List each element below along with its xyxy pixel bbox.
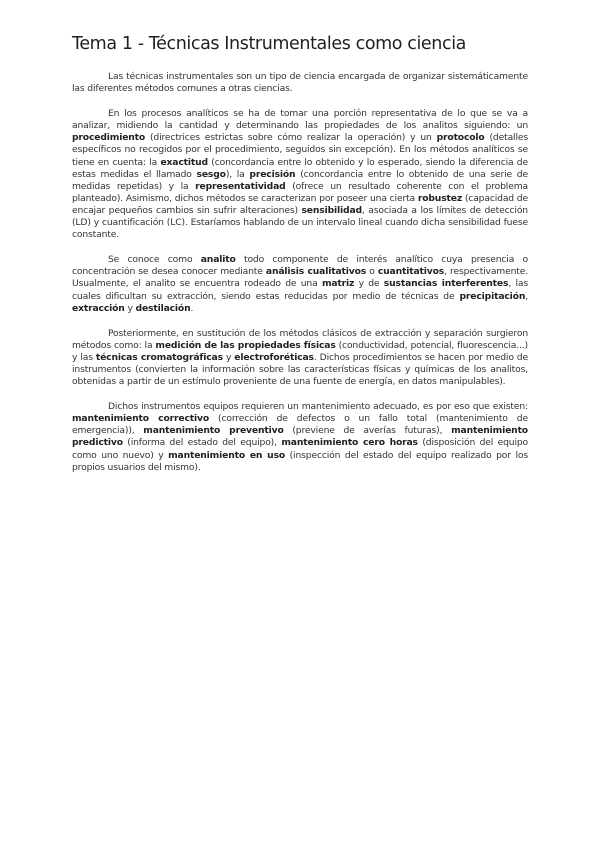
paragraph [72,401,528,474]
bold-term: sensibilidad [301,204,362,216]
bold-term: matriz [321,278,355,290]
bold-term: mantenimiento correctivo [72,413,210,425]
text-run: , [525,290,528,302]
bold-term: robustez [417,192,463,204]
text-run: . Dichos procedimientos se hacen por medio de instrumentos (convierten la información sobre las características físicas y químicas de los analitos, obtenidas a partir de un estímulo proveniente de una fuente de energía, en datos manipulables). [72,351,528,388]
text-run: (capacidad de encajar pequeños cambios sin sufrir alteraciones) [72,192,528,216]
text-run: (inspección del estado del equipo realizado por los propios usuarios del mismo). [72,449,528,473]
text-run: En los procesos analíticos se ha de tomar una porción representativa de lo que se va a analizar, midiendo la cantidad y determinando las propiedades de los analitos siguiendo: un [72,108,528,132]
bold-term: destilación [135,302,191,314]
text-run: , asociada a los límites de detección (LD) y cuantificación (LC). Estaríamos hablando de un intervalo lineal cuando dicha sensibilidad fuese constante. [72,204,528,241]
bold-term: medición de las propiedades físicas [155,339,336,351]
text-run: (directrices estrictas sobre cómo realizar la operación) y un [145,132,437,144]
bold-term: mantenimiento preventivo [143,425,284,437]
bold-term: mantenimiento cero horas [281,437,418,449]
text-run: (conductividad, potencial, fluorescencia...) y las [72,339,528,363]
document-body [72,71,528,487]
text-run: , respectivamente. Usualmente, el analito se encuentra rodeado de una [72,266,529,290]
text-run: (concordancia entre lo obtenido de una serie de medidas repetidas) y la [72,168,528,192]
paragraph [72,254,528,314]
bold-term: electroforéticas [234,351,314,363]
text-run: (informa del estado del equipo), [122,437,282,449]
bold-term: sesgo [196,168,226,180]
text-run: (concordancia entre lo obtenido y lo esperado, siendo la diferencia de estas medidas el llamado [72,156,528,180]
text-run: (ofrece un resultado coherente con el problema planteado). Asimismo, dichos métodos se caracterizan por poseer una cierta [72,180,528,204]
text-run: , las cuales dificultan su extracción, siendo estas reducidas por medio de técnicas de [72,278,528,302]
bold-term: sustancias interferentes [383,278,509,290]
text-run: Se conoce como [108,254,201,266]
text-run: Posteriormente, en sustitución de los métodos clásicos de extracción y separación surgieron métodos como: la [72,327,528,351]
text-run: . [190,302,194,314]
text-run: (disposición del equipo como uno nuevo) y [72,437,529,461]
bold-term: precisión [249,168,296,180]
bold-term: exactitud [160,156,208,168]
bold-term: análisis cualitativos [265,266,367,278]
bold-term: técnicas cromatográficas [95,351,223,363]
bold-term: mantenimiento predictivo [72,425,528,449]
text-run: (corrección de defectos o un fallo total (mantenimiento de emergencia)), [72,413,528,437]
paragraph [72,71,528,95]
text-run: y de [354,278,384,290]
bold-term: mantenimiento en uso [168,449,286,461]
bold-term: cuantitativos [377,266,445,278]
bold-term: extracción [72,302,125,314]
text-run: (detalles específicos no recogidos por el procedimiento, seguidos sin excepción). En los métodos analíticos se tiene en cuenta: la [72,132,528,168]
text-run: y [124,302,136,314]
paragraph [72,108,528,241]
bold-term: precipitación [459,290,526,302]
bold-term: representatividad [195,180,286,192]
text-run: ), la [225,168,250,180]
paragraph [72,328,528,388]
page-title: Tema 1 - Técnicas Instrumentales como ciencia [72,34,466,54]
text-run: todo componente de interés analítico cuya presencia o concentración se desea conocer mediante [72,254,528,278]
text-run: (previene de averías futuras), [283,425,452,437]
text-run: Dichos instrumentos equipos requieren un mantenimiento adecuado, es por eso que existen: [108,401,528,413]
bold-term: protocolo [436,132,485,144]
text-run: Las técnicas instrumentales son un tipo de ciencia encargada de organizar sistemáticamente las diferentes métodos comunes a otras ciencias. [72,71,528,95]
text-run: y [222,351,235,363]
text-run: o [366,266,378,278]
bold-term: analito [200,254,236,266]
bold-term: procedimiento [72,132,146,144]
